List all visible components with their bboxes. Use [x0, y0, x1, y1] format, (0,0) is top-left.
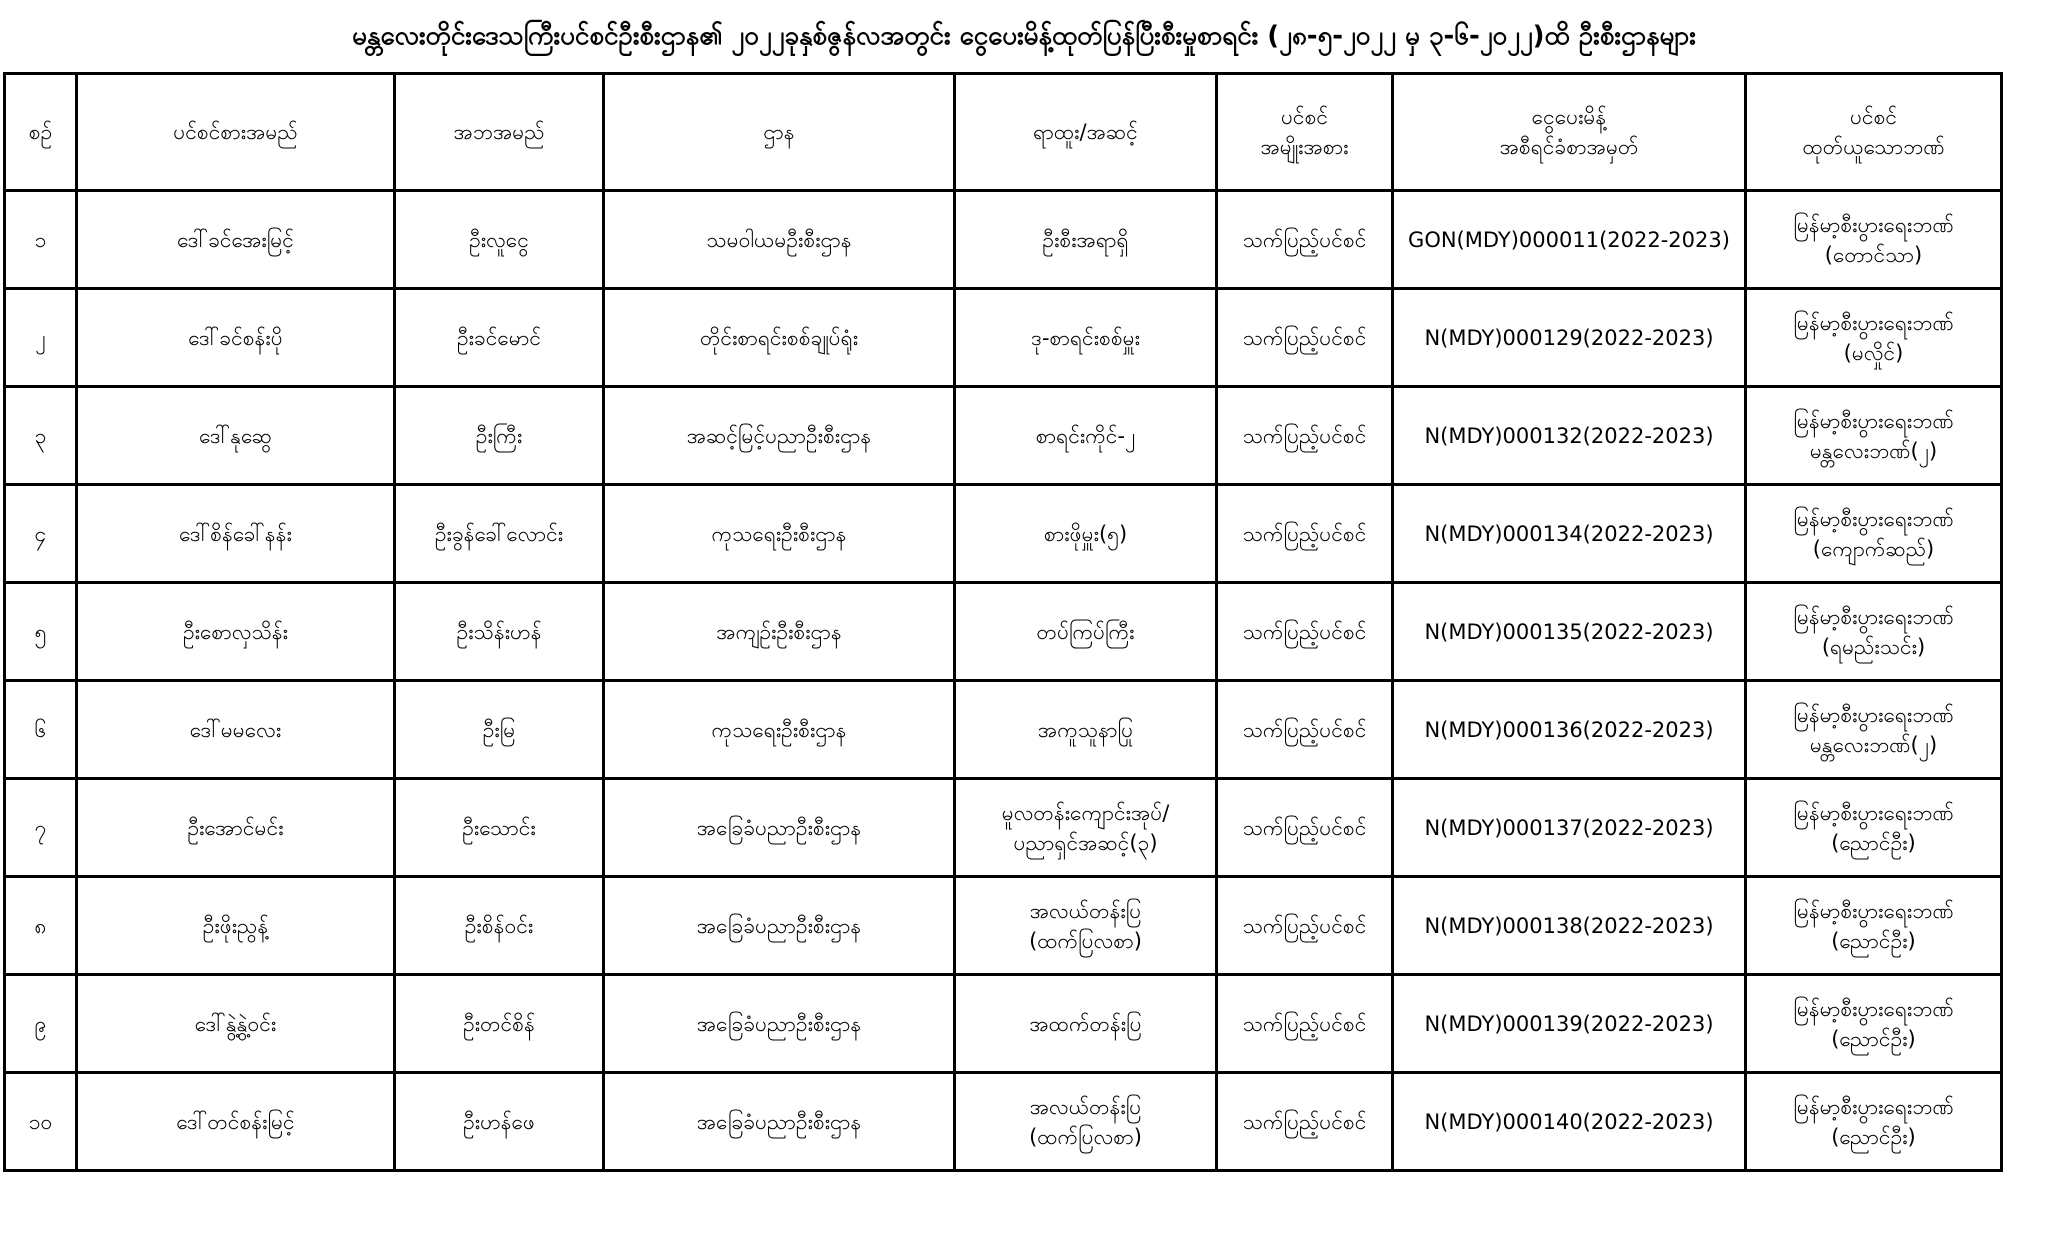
position-line2: (ထက်ပြလစာ): [1029, 928, 1142, 953]
order-number: N(MDY)000132(2022-2023): [1424, 423, 1714, 448]
order-number: N(MDY)000137(2022-2023): [1424, 815, 1714, 840]
order-number: N(MDY)000135(2022-2023): [1424, 619, 1714, 644]
pension-type: သက်ပြည့်ပင်စင်: [1242, 521, 1367, 546]
order-number-cell: [1393, 975, 1746, 1073]
order-number-cell: [1393, 191, 1746, 289]
table-row: [5, 485, 2002, 583]
department-cell: [604, 975, 955, 1073]
table-row: [5, 877, 2002, 975]
pensioner-name: ဒေါ်တင်စန်းမြင့်: [176, 1109, 295, 1134]
serial-number: ၅: [34, 619, 47, 644]
bank-line2: မန္တလေးဘဏ်(၂): [1809, 732, 1938, 757]
pensioner-name: ဒေါ်စိန်ခေါ်နန်း: [179, 521, 292, 546]
order-number: N(MDY)000138(2022-2023): [1424, 913, 1714, 938]
position-cell: [955, 289, 1217, 387]
serial-cell: [5, 779, 77, 877]
pensioner-name-cell: [77, 191, 395, 289]
bank-line2: (တောင်သာ): [1824, 242, 1923, 267]
position-line1: အထက်တန်းပြ: [1029, 1011, 1142, 1036]
father-name: ဦးကြီး: [475, 423, 523, 448]
bank-line2: မန္တလေးဘဏ်(၂): [1809, 438, 1938, 463]
table-row: [5, 289, 2002, 387]
father-name: ဦးခွန်ခေါ်လောင်း: [434, 521, 564, 546]
pensioner-name-cell: [77, 975, 395, 1073]
pensioner-name-cell: [77, 681, 395, 779]
serial-cell: [5, 583, 77, 681]
header-order-number: [1393, 74, 1746, 191]
header-pension-type: [1217, 74, 1393, 191]
department-name: အဆင့်မြင့်ပညာဦးစီးဌာန: [686, 423, 872, 448]
header-bank-line2: ထုတ်ယူသောဘဏ်: [1802, 135, 1945, 159]
father-name-cell: [395, 1073, 604, 1171]
bank-line1: မြန်မာ့စီးပွားရေးဘဏ်: [1793, 702, 1954, 727]
pension-type: သက်ပြည့်ပင်စင်: [1242, 1109, 1367, 1134]
father-name-cell: [395, 779, 604, 877]
department-cell: [604, 681, 955, 779]
order-number-cell: [1393, 681, 1746, 779]
pension-type: သက်ပြည့်ပင်စင်: [1242, 423, 1367, 448]
father-name: ဦးဟန်ဖေ: [463, 1109, 535, 1134]
bank-line2: (ရမည်းသင်း): [1821, 634, 1926, 659]
father-name: ဦးမြ: [482, 717, 516, 742]
bank-cell: [1746, 1073, 2002, 1171]
serial-number: ၁: [34, 227, 47, 252]
serial-number: ၁၀: [28, 1109, 53, 1134]
header-bank-line1: ပင်စင်: [1849, 105, 1898, 129]
position-cell: [955, 779, 1217, 877]
pension-type: သက်ပြည့်ပင်စင်: [1242, 717, 1367, 742]
pension-register-table: [3, 72, 2003, 1172]
position-line1: မူလတန်းကျောင်းအုပ်/: [1001, 800, 1170, 825]
header-pension-type-line1: ပင်စင်: [1280, 105, 1329, 129]
bank-line1: မြန်မာ့စီးပွားရေးဘဏ်: [1793, 310, 1954, 335]
serial-number: ၈: [34, 913, 47, 938]
bank-line1: မြန်မာ့စီးပွားရေးဘဏ်: [1793, 1094, 1954, 1119]
table-row: [5, 1073, 2002, 1171]
father-name-cell: [395, 877, 604, 975]
department-name: အခြေခံပညာဦးစီးဌာန: [696, 1011, 862, 1036]
serial-number: ၂: [35, 325, 46, 350]
header-position-label: ရာထူး/အဆင့်: [1033, 120, 1138, 144]
header-father-name-label: အဘအမည်: [453, 120, 545, 144]
pension-type-cell: [1217, 1073, 1393, 1171]
order-number: N(MDY)000139(2022-2023): [1424, 1011, 1714, 1036]
pensioner-name: ဦးအောင်မင်း: [187, 815, 284, 840]
table-row: [5, 681, 2002, 779]
order-number: GON(MDY)000011(2022-2023): [1408, 227, 1730, 252]
position-cell: [955, 877, 1217, 975]
position-line1: တပ်ကြပ်ကြီး: [1036, 619, 1135, 644]
father-name-cell: [395, 289, 604, 387]
order-number: N(MDY)000134(2022-2023): [1424, 521, 1714, 546]
department-cell: [604, 485, 955, 583]
pension-type: သက်ပြည့်ပင်စင်: [1242, 227, 1367, 252]
position-line1: အလယ်တန်းပြ: [1029, 898, 1142, 923]
table-row: [5, 387, 2002, 485]
pensioner-name-cell: [77, 485, 395, 583]
bank-line1: မြန်မာ့စီးပွားရေးဘဏ်: [1793, 604, 1954, 629]
position-line1: အကူသူနာပြု: [1037, 717, 1134, 742]
department-name: သမဝါယမဦးစီးဌာန: [706, 227, 852, 252]
position-cell: [955, 681, 1217, 779]
position-cell: [955, 387, 1217, 485]
position-line1: အလယ်တန်းပြ: [1029, 1094, 1142, 1119]
serial-cell: [5, 1073, 77, 1171]
pensioner-name-cell: [77, 779, 395, 877]
pension-type-cell: [1217, 387, 1393, 485]
bank-line2: (မလှိုင်): [1843, 340, 1904, 365]
pension-type-cell: [1217, 289, 1393, 387]
department-name: အကျဉ်းဦးစီးဌာန: [716, 619, 842, 644]
pensioner-name: ဒေါ်မမလေး: [189, 717, 282, 742]
header-serial: [5, 74, 77, 191]
serial-cell: [5, 289, 77, 387]
pension-type: သက်ပြည့်ပင်စင်: [1242, 1011, 1367, 1036]
department-name: ကုသရေးဦးစီးဌာန: [711, 521, 847, 546]
order-number-cell: [1393, 485, 1746, 583]
position-line2: (ထက်ပြလစာ): [1029, 1124, 1142, 1149]
pension-type: သက်ပြည့်ပင်စင်: [1242, 913, 1367, 938]
header-pension-type-line2: အမျိုးအစား: [1260, 135, 1349, 159]
father-name: ဦးလူငွေ: [469, 227, 529, 252]
header-position: [955, 74, 1217, 191]
order-number-cell: [1393, 289, 1746, 387]
bank-line1: မြန်မာ့စီးပွားရေးဘဏ်: [1793, 898, 1954, 923]
department-cell: [604, 779, 955, 877]
father-name-cell: [395, 387, 604, 485]
bank-cell: [1746, 191, 2002, 289]
pensioner-name-cell: [77, 583, 395, 681]
pension-type: သက်ပြည့်ပင်စင်: [1242, 619, 1367, 644]
father-name-cell: [395, 191, 604, 289]
header-father-name: [395, 74, 604, 191]
bank-line2: (ညောင်ဦး): [1831, 1124, 1916, 1149]
order-number-cell: [1393, 387, 1746, 485]
pension-type-cell: [1217, 583, 1393, 681]
position-line1: စားဖိုမှူး(၅): [1043, 521, 1128, 546]
father-name-cell: [395, 583, 604, 681]
header-order-number-line1: ငွေပေးမိန့်: [1531, 105, 1607, 129]
pensioner-name: ဒေါ်နုဆွေ: [199, 423, 272, 448]
serial-number: ၄: [34, 521, 47, 546]
header-order-number-line2: အစီရင်ခံစာအမှတ်: [1499, 135, 1639, 159]
father-name-cell: [395, 485, 604, 583]
serial-number: ၇: [34, 815, 47, 840]
pensioner-name: ဦးဖိုးညွန့်: [202, 913, 269, 938]
header-department: [604, 74, 955, 191]
bank-line2: (ညောင်ဦး): [1831, 830, 1916, 855]
position-cell: [955, 975, 1217, 1073]
serial-cell: [5, 191, 77, 289]
order-number: N(MDY)000129(2022-2023): [1424, 325, 1714, 350]
order-number-cell: [1393, 779, 1746, 877]
department-cell: [604, 1073, 955, 1171]
position-line1: ဒု-စာရင်းစစ်မှူး: [1031, 325, 1140, 350]
pensioner-name-cell: [77, 877, 395, 975]
serial-cell: [5, 681, 77, 779]
department-name: အခြေခံပညာဦးစီးဌာန: [696, 815, 862, 840]
pension-type-cell: [1217, 191, 1393, 289]
serial-cell: [5, 877, 77, 975]
department-name: အခြေခံပညာဦးစီးဌာန: [696, 913, 862, 938]
serial-cell: [5, 485, 77, 583]
serial-cell: [5, 387, 77, 485]
bank-cell: [1746, 583, 2002, 681]
department-name: အခြေခံပညာဦးစီးဌာန: [696, 1109, 862, 1134]
bank-line1: မြန်မာ့စီးပွားရေးဘဏ်: [1793, 506, 1954, 531]
father-name: ဦးခင်မောင်: [456, 325, 542, 350]
pensioner-name: ဒေါ်ခင်စန်းပို: [188, 325, 283, 350]
department-cell: [604, 583, 955, 681]
department-cell: [604, 877, 955, 975]
bank-line1: မြန်မာ့စီးပွားရေးဘဏ်: [1793, 800, 1954, 825]
position-cell: [955, 583, 1217, 681]
order-number: N(MDY)000140(2022-2023): [1424, 1109, 1714, 1134]
pension-type: သက်ပြည့်ပင်စင်: [1242, 815, 1367, 840]
order-number-cell: [1393, 1073, 1746, 1171]
bank-line1: မြန်မာ့စီးပွားရေးဘဏ်: [1793, 996, 1954, 1021]
bank-cell: [1746, 681, 2002, 779]
pensioner-name-cell: [77, 1073, 395, 1171]
bank-cell: [1746, 289, 2002, 387]
header-pensioner-name: [77, 74, 395, 191]
bank-line1: မြန်မာ့စီးပွားရေးဘဏ်: [1793, 408, 1954, 433]
position-cell: [955, 191, 1217, 289]
pension-type-cell: [1217, 779, 1393, 877]
father-name: ဦးစိန်ဝင်း: [464, 913, 534, 938]
bank-cell: [1746, 387, 2002, 485]
pension-type-cell: [1217, 975, 1393, 1073]
header-row: [5, 74, 2002, 191]
department-name: တိုင်းစာရင်းစစ်ချုပ်ရုံး: [699, 325, 859, 350]
pensioner-name-cell: [77, 289, 395, 387]
pensioner-name: ဒေါ်ခင်အေးမြင့်: [177, 227, 294, 252]
order-number: N(MDY)000136(2022-2023): [1424, 717, 1714, 742]
bank-line1: မြန်မာ့စီးပွားရေးဘဏ်: [1793, 212, 1954, 237]
father-name-cell: [395, 681, 604, 779]
pensioner-name-cell: [77, 387, 395, 485]
bank-cell: [1746, 975, 2002, 1073]
register-body: [5, 191, 2002, 1171]
pension-type: သက်ပြည့်ပင်စင်: [1242, 325, 1367, 350]
bank-cell: [1746, 877, 2002, 975]
page-title: မန္တလေးတိုင်းဒေသကြီးပင်စင်ဦးစီးဌာန၏ ၂၀၂၂ခုနှစ်ဇွန်လအတွင်း ငွေပေးမိန့်ထုတ်ပြန်ပြီးစီးမှုစာရင်း (၂၈-၅-၂၀၂၂ မှ ၃-၆-၂၀၂၂)ထိ ဦးစီးဌာနများ: [352, 21, 1696, 51]
father-name: ဦးသောင်း: [462, 815, 536, 840]
header-serial-label: စဉ်: [28, 120, 53, 144]
table-row: [5, 191, 2002, 289]
table-row: [5, 779, 2002, 877]
serial-number: ၃: [34, 423, 47, 448]
serial-number: ၆: [34, 717, 47, 742]
pensioner-name: ဒေါ်နွဲ့နွဲ့ဝင်း: [194, 1011, 277, 1036]
bank-cell: [1746, 485, 2002, 583]
pension-type-cell: [1217, 877, 1393, 975]
header-pensioner-name-label: ပင်စင်စားအမည်: [173, 120, 298, 144]
position-cell: [955, 1073, 1217, 1171]
bank-line2: (ကျောက်ဆည်): [1812, 536, 1935, 561]
header-department-label: ဌာန: [763, 120, 795, 144]
serial-cell: [5, 975, 77, 1073]
order-number-cell: [1393, 877, 1746, 975]
order-number-cell: [1393, 583, 1746, 681]
bank-line2: (ညောင်ဦး): [1831, 928, 1916, 953]
bank-cell: [1746, 779, 2002, 877]
father-name-cell: [395, 975, 604, 1073]
department-cell: [604, 387, 955, 485]
department-cell: [604, 289, 955, 387]
father-name: ဦးသိန်းဟန်: [456, 619, 542, 644]
position-line1: ဦးစီးအရာရှိ: [1042, 227, 1129, 252]
serial-number: ၉: [34, 1011, 47, 1036]
position-line2: ပညာရှင်အဆင့်(၃): [1013, 830, 1158, 855]
table-row: [5, 583, 2002, 681]
bank-line2: (ညောင်ဦး): [1831, 1026, 1916, 1051]
position-line1: စာရင်းကိုင်-၂: [1035, 423, 1136, 448]
header-bank: [1746, 74, 2002, 191]
pension-type-cell: [1217, 485, 1393, 583]
department-cell: [604, 191, 955, 289]
pensioner-name: ဦးစောလှသိန်း: [182, 619, 289, 644]
pension-type-cell: [1217, 681, 1393, 779]
position-cell: [955, 485, 1217, 583]
table-row: [5, 975, 2002, 1073]
father-name: ဦးတင်စိန်: [463, 1011, 535, 1036]
department-name: ကုသရေးဦးစီးဌာန: [711, 717, 847, 742]
